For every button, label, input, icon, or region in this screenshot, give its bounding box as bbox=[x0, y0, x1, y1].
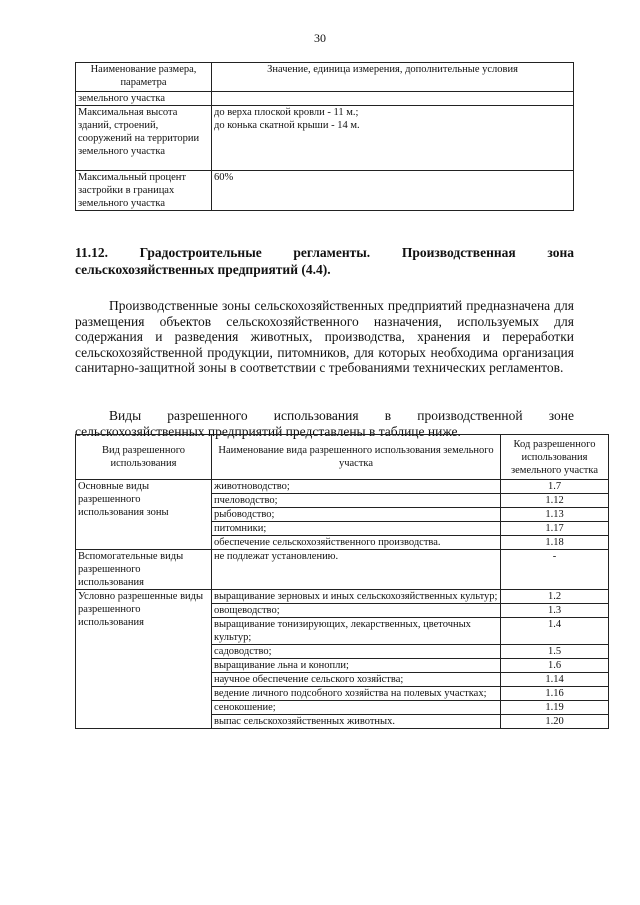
use-name: научное обеспечение сельского хозяйства; bbox=[212, 673, 501, 687]
use-code: 1.4 bbox=[501, 618, 609, 645]
parameters-continuation-empty bbox=[212, 92, 574, 106]
use-code: - bbox=[501, 550, 609, 590]
parameters-table-header bbox=[76, 63, 574, 92]
page-number: 30 bbox=[314, 31, 326, 45]
use-code: 1.13 bbox=[501, 508, 609, 522]
use-code: 1.3 bbox=[501, 604, 609, 618]
use-code: 1.19 bbox=[501, 701, 609, 715]
use-name: животноводство; bbox=[212, 480, 501, 494]
use-name: выращивание льна и конопли; bbox=[212, 659, 501, 673]
use-category: Условно разрешенные виды разрешенного использования bbox=[76, 590, 212, 729]
use-name: обеспечение сельскохозяйственного производства. bbox=[212, 536, 501, 550]
section-heading: 11.12. Градостроительные регламенты. Производственная зона сельскохозяйственных предприятий (4.4). bbox=[75, 245, 574, 277]
use-name: выпас сельскохозяйственных животных. bbox=[212, 715, 501, 729]
parameters-continuation-text: земельного участка bbox=[76, 92, 212, 106]
table-intro: Виды разрешенного использования в производственной зоне сельскохозяйственных предприятий представлены в таблице ниже. bbox=[75, 408, 574, 439]
parameters-table bbox=[75, 62, 574, 211]
value-line: до конька скатной крыши - 14 м. bbox=[214, 120, 360, 131]
use-code: 1.17 bbox=[501, 522, 609, 536]
use-code: 1.18 bbox=[501, 536, 609, 550]
table-row bbox=[76, 171, 574, 211]
uses-header-name: Наименование вида разрешенного использования земельного участка bbox=[212, 435, 501, 480]
use-name: выращивание зерновых и иных сельскохозяйственных культур; bbox=[212, 590, 501, 604]
use-name: выращивание тонизирующих, лекарственных, цветочных культур; bbox=[212, 618, 501, 645]
use-code: 1.2 bbox=[501, 590, 609, 604]
use-code: 1.14 bbox=[501, 673, 609, 687]
parameter-name: Максимальный процент застройки в границах земельного участка bbox=[76, 171, 212, 211]
permitted-uses-table bbox=[75, 434, 609, 729]
use-code: 1.6 bbox=[501, 659, 609, 673]
uses-header-type: Вид разрешенного использования bbox=[76, 435, 212, 480]
use-name: ведение личного подсобного хозяйства на полевых участках; bbox=[212, 687, 501, 701]
table-row bbox=[76, 550, 609, 590]
value-line: до верха плоской кровли - 11 м.; bbox=[214, 107, 359, 118]
use-name: пчеловодство; bbox=[212, 494, 501, 508]
table-row bbox=[76, 590, 609, 604]
use-code: 1.20 bbox=[501, 715, 609, 729]
parameters-header-name: Наименование размера, параметра bbox=[76, 63, 212, 92]
use-code: 1.16 bbox=[501, 687, 609, 701]
section-paragraph: Производственные зоны сельскохозяйственных предприятий предназначена для размещения объектов сельскохозяйственного назначения, используемых для содержания и разведения животных, производства, хранения и переработки сельскохозяйственной продукции, питомников, для которых необходима организация санитарно-защитной зоны в соответствии с требованиями технических регламентов. bbox=[75, 298, 574, 375]
use-name: овощеводство; bbox=[212, 604, 501, 618]
uses-header-code: Код разрешенного использования земельного участка bbox=[501, 435, 609, 480]
use-category: Основные виды разрешенного использования зоны bbox=[76, 480, 212, 550]
table-row bbox=[76, 480, 609, 494]
parameters-header-value: Значение, единица измерения, дополнительные условия bbox=[212, 63, 574, 92]
parameter-name: Максимальная высота зданий, строений, сооружений на территории земельного участка bbox=[76, 106, 212, 171]
use-code: 1.7 bbox=[501, 480, 609, 494]
use-code: 1.5 bbox=[501, 645, 609, 659]
table-row bbox=[76, 106, 574, 171]
parameter-value: 60% bbox=[212, 171, 574, 211]
parameters-continuation-row bbox=[76, 92, 574, 106]
use-category: Вспомогательные виды разрешенного использования bbox=[76, 550, 212, 590]
use-name: питомники; bbox=[212, 522, 501, 536]
use-name: сенокошение; bbox=[212, 701, 501, 715]
use-code: 1.12 bbox=[501, 494, 609, 508]
parameter-value bbox=[212, 106, 574, 171]
use-name: не подлежат установлению. bbox=[212, 550, 501, 590]
uses-table-header bbox=[76, 435, 609, 480]
use-name: садоводство; bbox=[212, 645, 501, 659]
use-name: рыбоводство; bbox=[212, 508, 501, 522]
